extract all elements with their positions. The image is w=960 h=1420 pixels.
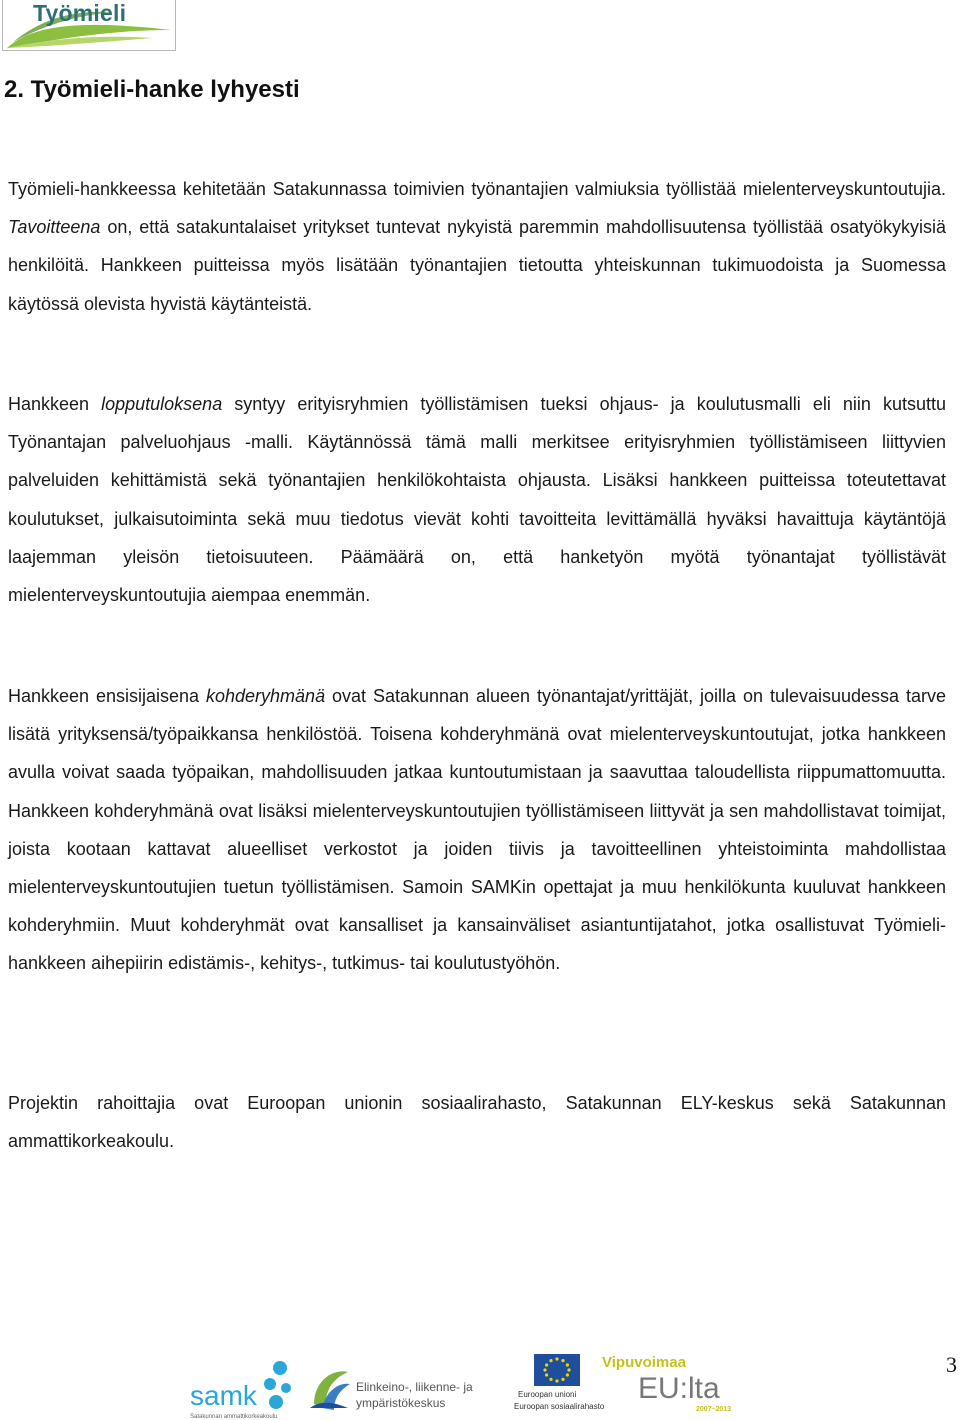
- samk-tagline: Satakunnan ammattikorkeakoulu: [190, 1414, 278, 1420]
- ely-logo: [308, 1360, 478, 1416]
- logo-text: Työmieli: [33, 0, 127, 26]
- p3-text-a: Hankkeen ensisijaisena: [8, 686, 206, 706]
- tyomieli-logo: [2, 0, 176, 51]
- p1-text-a: Työmieli-hankkeessa kehitetään Satakunnassa toimivien työnantajien valmiuksia työllistää mielenterveyskuntoutujia.: [8, 179, 946, 199]
- p2-emphasis: lopputuloksena: [101, 394, 223, 414]
- paragraph-target-groups: [8, 677, 946, 983]
- paragraph-intro: [8, 170, 946, 323]
- paragraph-outcome: [8, 385, 946, 614]
- p2-text-a: Hankkeen: [8, 394, 102, 414]
- page-number: 3: [946, 1352, 957, 1377]
- vipuvoimaa-logo: [600, 1352, 740, 1418]
- vipu-eu: EU:lta: [638, 1372, 720, 1405]
- ely-line2: ympäristökeskus: [356, 1396, 446, 1410]
- p3-text-b: ovat Satakunnan alueen työnantajat/yrittäjät, joilla on tulevaisuudessa tarve lisätä yrityksensä/työpaikkansa henkilöstöä. Toisena kohderyhmänä ovat mielenterveyskuntoutujat, jotka hankkeen avulla voivat saada työpaikan, mahdollisuuden jatkaa kuntoutumistaan ja saavuttaa taloudellista riippumattomuutta. Hankkeen kohderyhmänä ovat lisäksi mielenterveyskuntoutujien työllistämiseen liittyvät ja sen mahdollistavat toimijat, joista kootaan kattavat alueelliset verkostot ja joiden tiivis ja tavoitteellinen yhteistoiminta mahdollistaa mielenterveyskuntoutujien tuetun työllistämisen. Samoin SAMKin opettajat ja muu henkilökunta kuuluvat hankkeen kohderyhmiin. Muut kohderyhmät ovat kansalliset ja kansainväliset asiantuntijatahot, jotka osallistuvat Työmieli-hankkeen aihepiirin edistämis-, kehitys-, tutkimus- tai koulutustyöhön.: [8, 686, 946, 974]
- p1-text-b: on, että satakuntalaiset yritykset tuntevat nykyistä paremmin mahdollisuutensa työllistää osatyökykyisiä henkilöitä. Hankkeen puitteissa myös lisätään työnantajien tietoutta yhteiskunnan tukimuodoista ja Suomessa käytössä olevista hyvistä käytänteistä.: [8, 217, 946, 314]
- vipu-years: 2007–2013: [696, 1406, 732, 1413]
- p1-emphasis: Tavoitteena: [8, 217, 101, 238]
- eu-line1: Euroopan unioni: [518, 1390, 577, 1399]
- paragraph-funders: Projektin rahoittajia ovat Euroopan unionin sosiaalirahasto, Satakunnan ELY-keskus sekä Satakunnan ammattikorkeakoulu.: [8, 1093, 946, 1152]
- p2-text-b: syntyy erityisryhmien työllistämisen tueksi ohjaus- ja koulutusmalli eli niin kutsuttu Työnantajan palveluohjaus -malli. Käytännössä tämä malli merkitsee erityisryhmien työllistämiseen liittyvien palveluiden kehittämistä sekä työnantajien henkilökohtaista ohjausta. Lisäksi hankkeen puitteissa toteutettavat koulutukset, julkaisutoiminta sekä muu tiedotus vievät kohti tavoitteita levittämällä hyväksi havaittuja käytäntöjä laajemman yleisön tietoisuuteen. Päämäärä on, että hanketyön myötä työnantajat työllistävät mielenterveyskuntoutujia aiempaa enemmän.: [8, 394, 946, 606]
- eu-logo: [484, 1354, 605, 1418]
- section-heading: 2. Työmieli-hanke lyhyesti: [4, 76, 300, 103]
- vipu-title: Vipuvoimaa: [602, 1354, 686, 1371]
- ely-line1: Elinkeino-, liikenne- ja: [356, 1380, 473, 1394]
- samk-name: samk: [190, 1380, 257, 1411]
- ely-emblem-icon: [308, 1364, 352, 1412]
- p3-emphasis: kohderyhmänä: [206, 686, 326, 706]
- footer-logos: [0, 1350, 960, 1420]
- eu-line2: Euroopan sosiaalirahasto: [514, 1402, 605, 1411]
- samk-dots-icon: [258, 1358, 298, 1410]
- samk-logo: [190, 1358, 300, 1418]
- eu-flag-icon: [534, 1354, 580, 1386]
